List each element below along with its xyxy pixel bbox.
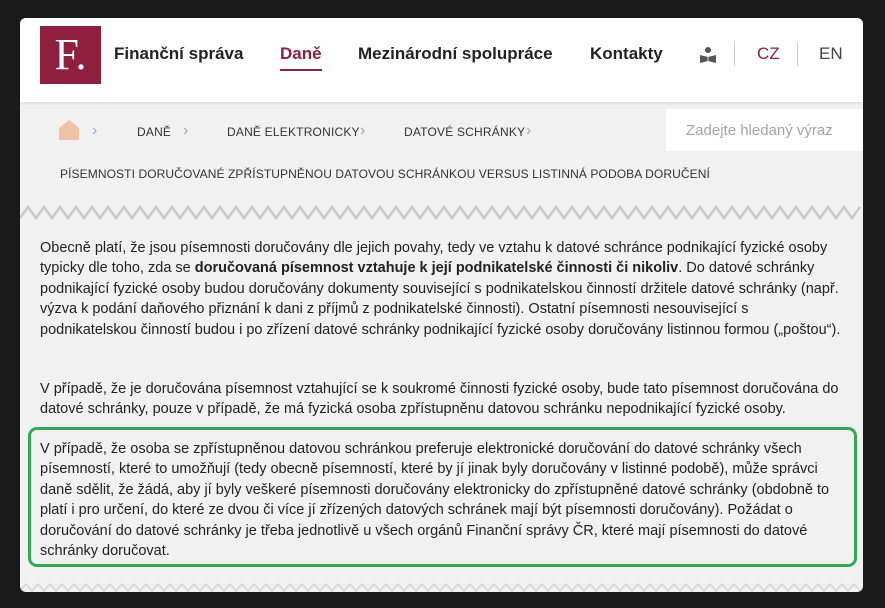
home-icon[interactable] <box>58 119 80 141</box>
bottom-edge <box>20 581 863 592</box>
breadcrumb-dane-elektronicky[interactable]: DANĚ ELEKTRONICKY <box>227 125 360 139</box>
chevron-right-icon: › <box>526 122 532 139</box>
breadcrumb-datove-schranky[interactable]: DATOVÉ SCHRÁNKY <box>404 125 526 139</box>
nav-dane[interactable]: Daně <box>280 44 322 63</box>
nav-financni-sprava[interactable]: Finanční správa <box>114 44 244 63</box>
chevron-right-icon: › <box>92 122 98 139</box>
header-divider <box>797 42 798 66</box>
site-header <box>20 18 863 102</box>
nav-kontakty[interactable]: Kontakty <box>590 44 663 63</box>
lang-cz[interactable]: CZ <box>757 44 780 63</box>
reader-icon[interactable] <box>699 46 717 64</box>
breadcrumb-current: PÍSEMNOSTI DORUČOVANÉ ZPŘÍSTUPNĚNOU DATOVOU SCHRÁNKOU VERSUS LISTINNÁ PODOBA DORUČENÍ <box>60 167 710 181</box>
paragraph-1-bold: doručovaná písemnost vztahuje k její podnikatelské činnosti či nikoliv <box>194 260 679 277</box>
paragraph-2: V případě, že je doručována písemnost vztahující se k soukromé činnosti fyzické osoby, bude tato písemnost doručována do datové schránky, pouze v případě, že má fyzická osoba zpřístupněnu datovou schránku nepodnikající fyzické osoby. <box>40 381 839 418</box>
browser-frame <box>20 18 863 592</box>
paragraph-3: V případě, že osoba se zpřístupněnou datovou schránkou preferuje elektronické doručování do datové schránky všech písemností, které to umožňují (tedy obecně písemností, které by jí jinak byly doručovány v listinné podobě), může správci daně sdělit, že žádá, aby jí byly veškeré písemnosti doručovány elektronicky do zpřístupněné datové schránky (obdobně to platí i pro určení, do které ze dvou či více jí zřízených datových schránek mají být písemnosti doručovány). Požádat o doručování do datové schránky je třeba jednotlivě u všech orgánů Finanční správy ČR, které mají písemnosti do datové schránky doručovat. <box>40 441 830 560</box>
header-divider <box>734 42 735 66</box>
site-logo[interactable]: F. <box>40 26 101 84</box>
paragraph-1-text-end: . Do datové schránky podnikající fyzické osoby budou doručovány dokumenty související s podnikatelskou činností držitele datové schránky (např. výzva k podání daňového přiznání k dani z příjmů z podnikatelské činnosti). Ostatní písemnosti nesouvisející s podnikatelskou činností budou i po zřízení datové schránky podnikající fyzické osoby doručovány listinnou formou („poštou“). <box>40 260 841 338</box>
chevron-right-icon: › <box>360 122 366 139</box>
nav-mezinarodni-spoluprace[interactable]: Mezinárodní spolupráce <box>358 44 553 63</box>
zigzag-divider <box>20 204 863 222</box>
search-input[interactable] <box>666 109 863 151</box>
paragraph-1-text: Obecně platí, že jsou písemnosti doručovány dle jejich povahy, tedy ve vztahu k datové schránce podnikající fyzické osoby typicky dle toho, zda se <box>40 240 828 277</box>
chevron-right-icon: › <box>183 122 189 139</box>
paragraph-1 <box>40 238 845 340</box>
breadcrumb-dane[interactable]: DANĚ <box>137 125 172 139</box>
lang-en[interactable]: EN <box>819 44 843 63</box>
